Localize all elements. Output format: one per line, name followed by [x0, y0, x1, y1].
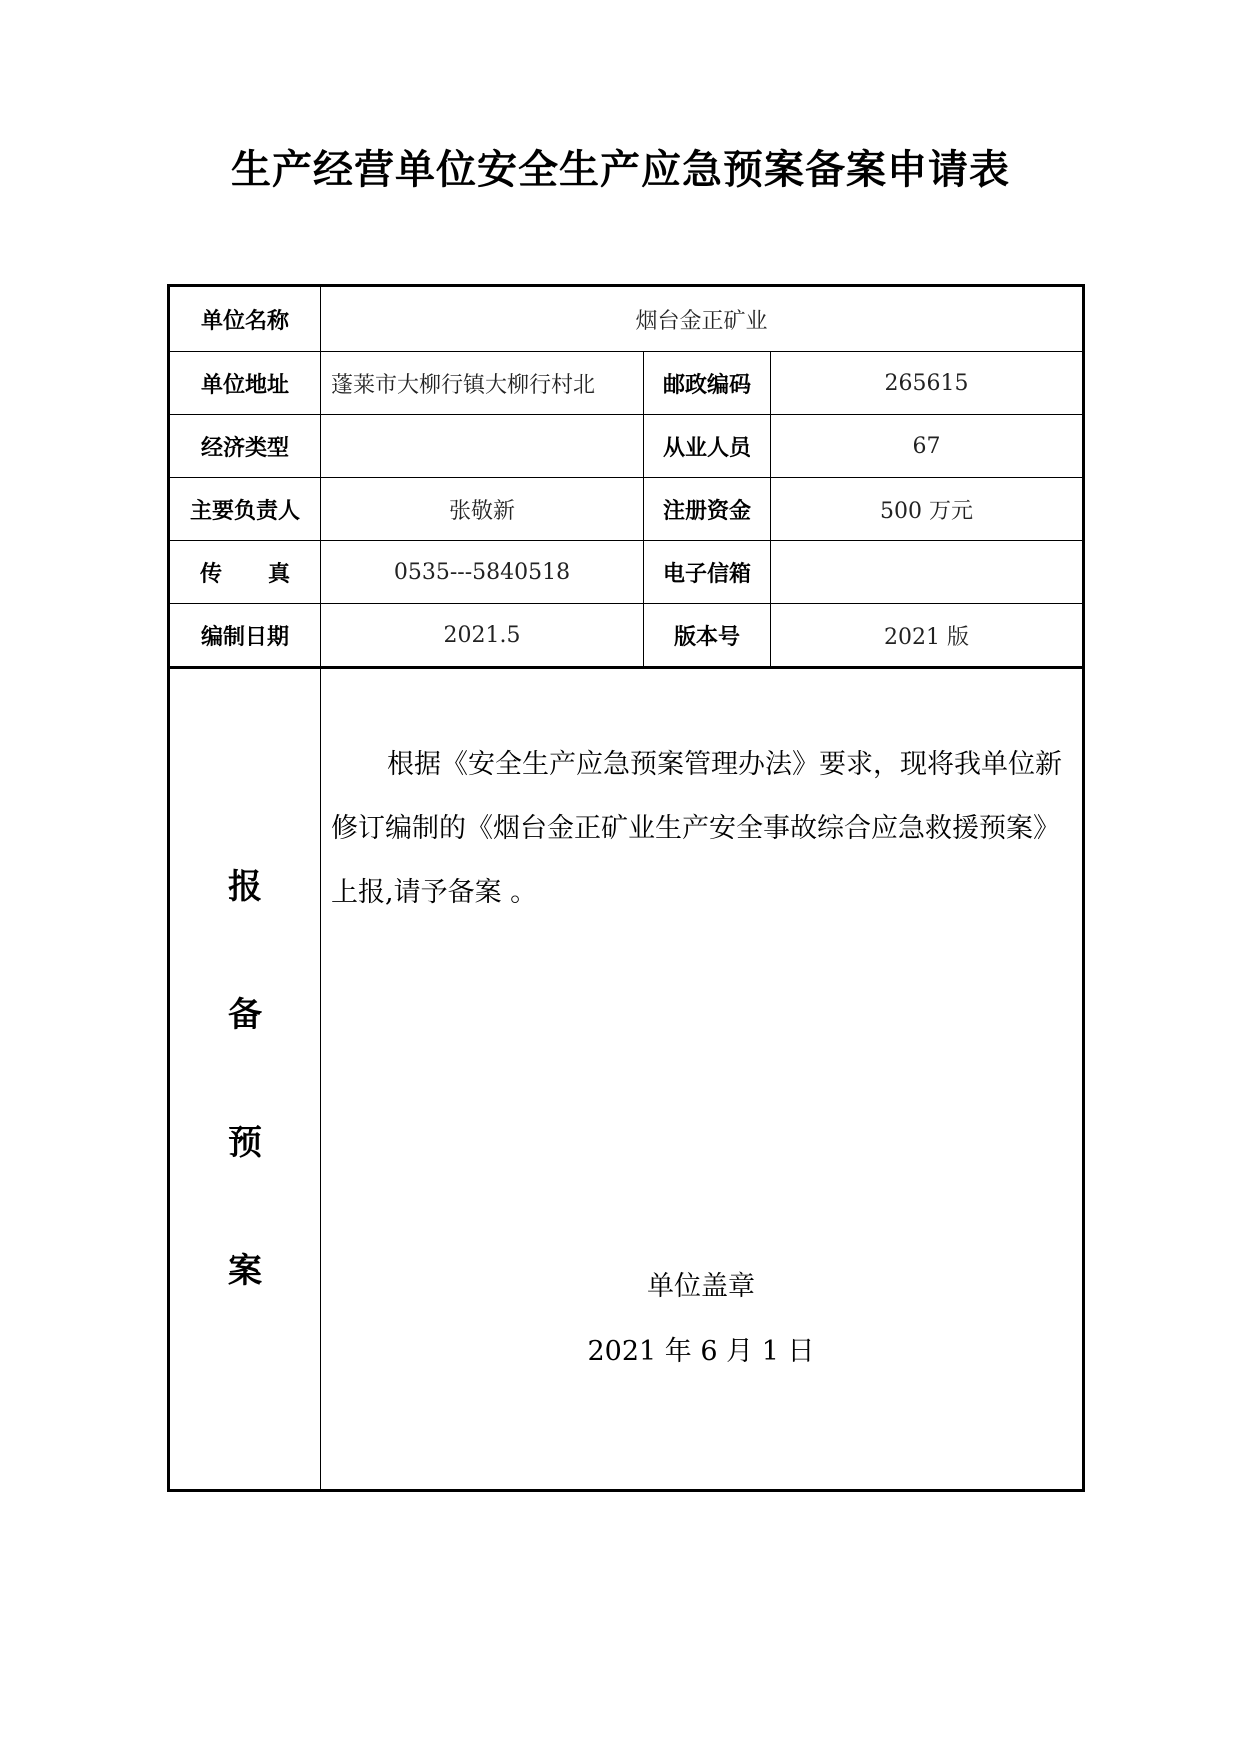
fax-label	[169, 541, 321, 604]
filing-body-cell	[321, 668, 1084, 1491]
fax-label-part2: 真	[268, 561, 291, 587]
principal-value: 张敬新	[321, 478, 644, 541]
row-fax	[169, 541, 1084, 604]
employees-value: 67	[771, 415, 1084, 478]
economic-type-value	[321, 415, 644, 478]
postcode-value: 265615	[771, 352, 1084, 415]
address-value: 蓬莱市大柳行镇大柳行村北	[321, 352, 644, 415]
fax-value: 0535---5840518	[321, 541, 644, 604]
row-unit-name	[169, 286, 1084, 352]
row-principal	[169, 478, 1084, 541]
employees-label: 从业人员	[644, 415, 771, 478]
principal-label: 主要负责人	[169, 478, 321, 541]
email-value	[771, 541, 1084, 604]
page-title: 生产经营单位安全生产应急预案备案申请表	[231, 147, 1010, 193]
row-economic-type	[169, 415, 1084, 478]
filing-side-label-cell	[169, 668, 321, 1491]
email-label: 电子信箱	[644, 541, 771, 604]
filing-side-char: 案	[228, 1251, 262, 1291]
version-label: 版本号	[644, 604, 771, 668]
filing-side-label	[170, 867, 320, 1291]
compile-date-value: 2021.5	[321, 604, 644, 668]
postcode-label: 邮政编码	[644, 352, 771, 415]
compile-date-label: 编制日期	[169, 604, 321, 668]
registered-capital-label: 注册资金	[644, 478, 771, 541]
filing-statement: 根据《安全生产应急预案管理办法》要求，现将我单位新修订编制的《烟台金正矿业生产安全事故综合应急救援预案》上报,请予备案 。	[331, 749, 1062, 908]
filing-side-char: 预	[228, 1123, 262, 1163]
filing-side-char: 报	[228, 867, 262, 907]
row-filing	[169, 668, 1084, 1491]
unit-name-value: 烟台金正矿业	[321, 286, 1084, 352]
stamp-label: 单位盖章	[647, 1271, 755, 1302]
registered-capital-value: 500 万元	[771, 478, 1084, 541]
unit-name-label: 单位名称	[169, 286, 321, 352]
version-value: 2021 版	[771, 604, 1084, 668]
row-compile-date	[169, 604, 1084, 668]
row-address	[169, 352, 1084, 415]
filing-side-char: 备	[228, 995, 262, 1035]
economic-type-label: 经济类型	[169, 415, 321, 478]
filing-form-table	[167, 284, 1085, 1492]
fax-label-part1: 传	[199, 561, 222, 587]
stamp-date: 2021 年 6 月 1 日	[587, 1336, 815, 1367]
address-label: 单位地址	[169, 352, 321, 415]
